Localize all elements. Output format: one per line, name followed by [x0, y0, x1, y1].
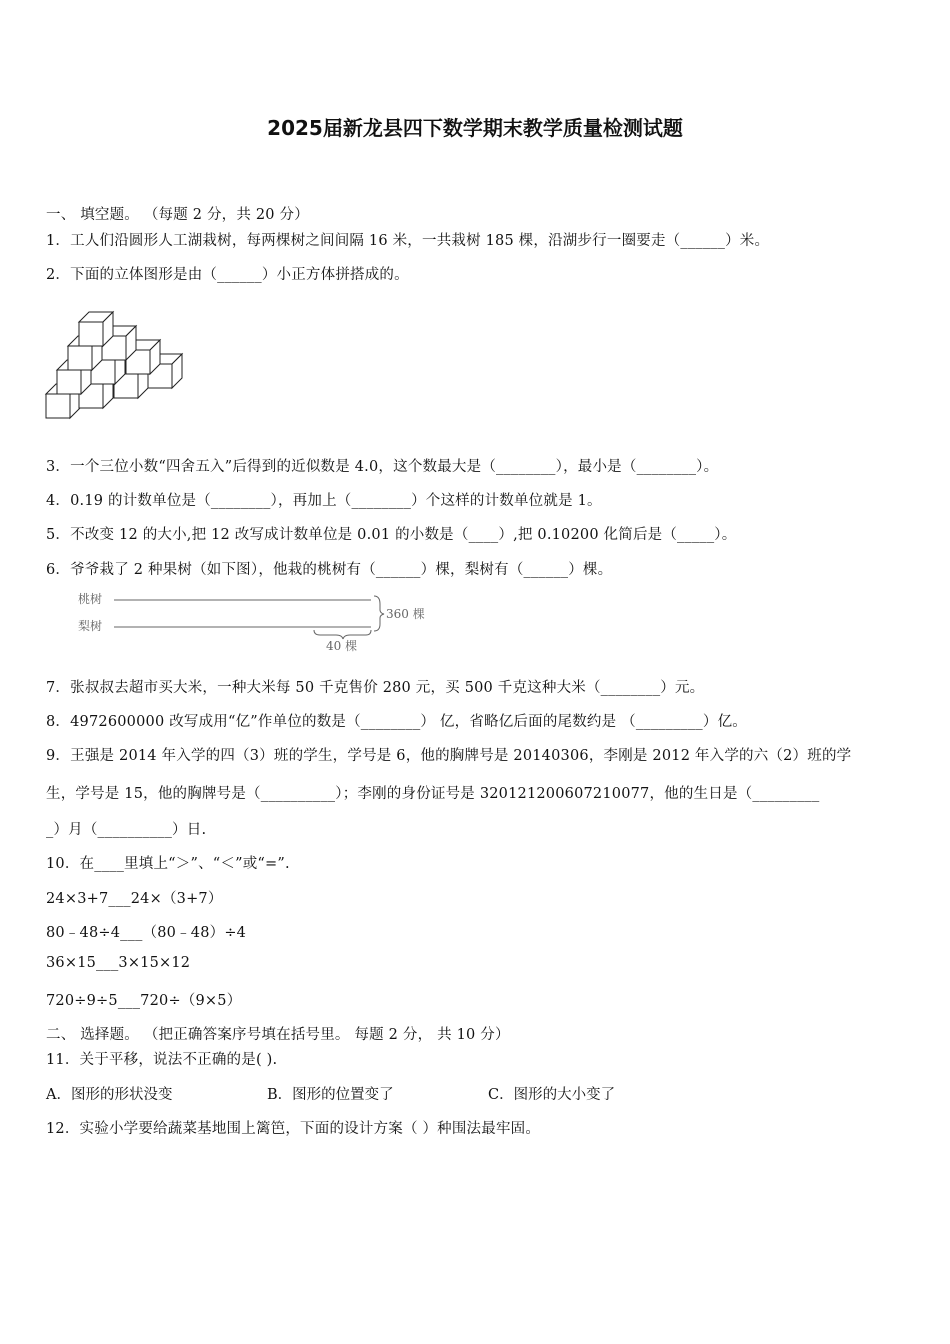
tree-segment-diagram: [76, 588, 436, 652]
question-10-b: 80﹣48÷4___（80﹣48）÷4: [46, 925, 247, 941]
label-peach: 桃树: [78, 592, 103, 606]
cube-stack-figure: [44, 302, 189, 422]
section1-header: 一、 填空题。 （每题 2 分，共 20 分）: [46, 207, 309, 223]
question-11: 11．关于平移，说法不正确的是( ).: [46, 1052, 278, 1068]
page-title: 2025届新龙县四下数学期末教学质量检测试题: [267, 116, 683, 140]
question-5: 5．不改变 12 的大小,把 12 改写成计数单位是 0.01 的小数是（____）,把 0.10200 化简后是（_____）。: [46, 527, 737, 543]
question-10: 10．在____里填上“＞”、“＜”或“=”.: [46, 856, 290, 872]
section2-header: 二、 选择题。 （把正确答案序号填在括号里。 每题 2 分， 共 10 分）: [46, 1027, 510, 1043]
question-8: 8．4972600000 改写成用“亿”作单位的数是（________） 亿，省略亿后面的尾数约是 （_________）亿。: [46, 714, 747, 730]
question-11-option-a: A．图形的形状没变: [46, 1087, 173, 1103]
question-11-option-c: C．图形的大小变了: [488, 1087, 616, 1103]
label-total: 360 棵: [386, 607, 425, 621]
question-9-line-2: 生，学号是 15，他的胸牌号是（__________）；李刚的身份证号是 320121200607210077，他的生日是（_________: [46, 786, 820, 802]
question-12: 12．实验小学要给蔬菜基地围上篱笆，下面的设计方案（ ）种围法最牢固。: [46, 1121, 541, 1137]
question-9-line-3: _）月（__________）日.: [46, 822, 207, 838]
question-7: 7．张叔叔去超市买大米，一种大米每 50 千克售价 280 元，买 500 千克这种大米（________）元。: [46, 680, 705, 696]
question-11-option-b: B．图形的位置变了: [267, 1087, 394, 1103]
cube: [79, 312, 113, 346]
label-pear: 梨树: [78, 619, 103, 633]
question-10-c: 36×15___3×15×12: [46, 955, 191, 971]
question-9-line-1: 9．王强是 2014 年入学的四（3）班的学生，学号是 6，他的胸牌号是 20140306，李刚是 2012 年入学的六（2）班的学: [46, 748, 852, 764]
question-3: 3．一个三位小数“四舍五入”后得到的近似数是 4.0，这个数最大是（________），最小是（________）。: [46, 459, 719, 475]
question-4: 4．0.19 的计数单位是（________），再加上（________）个这样的计数单位就是 1。: [46, 493, 602, 509]
question-6: 6．爷爷栽了 2 种果树（如下图），他栽的桃树有（______）棵，梨树有（______）棵。: [46, 562, 613, 578]
question-2: 2．下面的立体图形是由（______）小正方体拼搭成的。: [46, 267, 409, 283]
question-10-a: 24×3+7___24×（3+7）: [46, 891, 223, 907]
label-diff: 40 棵: [326, 639, 358, 652]
question-1: 1．工人们沿圆形人工湖栽树，每两棵树之间间隔 16 米，一共栽树 185 棵，沿湖步行一圈要走（______）米。: [46, 233, 770, 249]
question-10-d: 720÷9÷5___720÷（9×5）: [46, 993, 242, 1009]
